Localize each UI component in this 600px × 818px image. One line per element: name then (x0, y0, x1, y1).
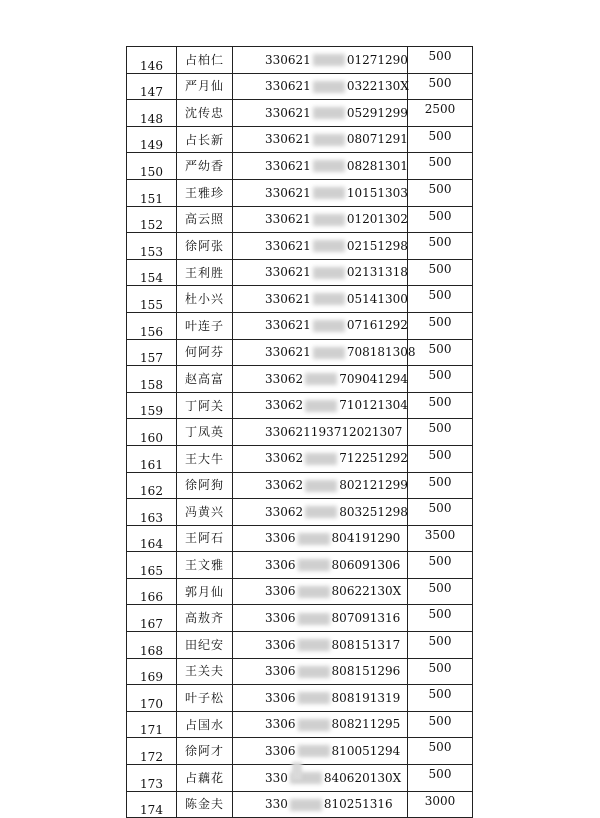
row-number: 157 (127, 339, 177, 366)
redaction-blur (305, 373, 337, 385)
id-number-prefix: 330621 (265, 345, 311, 360)
id-number (233, 578, 408, 605)
redaction-blur (298, 692, 330, 704)
id-number (233, 445, 408, 472)
person-name: 王关夫 (177, 658, 233, 685)
id-number (233, 552, 408, 579)
id-number-prefix: 330621 (265, 212, 311, 227)
id-number-prefix: 330621 (265, 291, 311, 306)
table-row (127, 100, 473, 127)
person-name: 徐阿张 (177, 233, 233, 260)
id-number-prefix: 330621 (265, 158, 311, 173)
redaction-blur (298, 586, 330, 598)
person-name: 冯黄兴 (177, 499, 233, 526)
table-row (127, 233, 473, 260)
amount: 3500 (408, 525, 473, 552)
row-number: 160 (127, 419, 177, 446)
redaction-blur (298, 559, 330, 571)
id-number-suffix: 808151317 (331, 637, 401, 652)
amount: 500 (408, 153, 473, 180)
id-number (233, 100, 408, 127)
person-name: 徐阿才 (177, 738, 233, 765)
amount: 500 (408, 47, 473, 74)
person-name: 丁凤英 (177, 419, 233, 446)
id-number-suffix: 806091306 (331, 557, 401, 572)
id-number-suffix: 08281301 (346, 158, 408, 173)
redaction-blur (313, 267, 345, 279)
row-number: 173 (127, 765, 177, 792)
amount: 500 (408, 711, 473, 738)
row-number: 158 (127, 366, 177, 393)
id-number-suffix: 803251298 (339, 504, 408, 519)
id-number-prefix: 3306 (265, 664, 296, 679)
row-number: 168 (127, 632, 177, 659)
table-row (127, 392, 473, 419)
person-name: 王利胜 (177, 259, 233, 286)
table-row (127, 632, 473, 659)
id-number-suffix: 804191290 (331, 531, 401, 546)
id-number-prefix: 33062 (265, 398, 304, 413)
id-number-prefix: 330621 (265, 318, 311, 333)
table-row (127, 499, 473, 526)
table-row (127, 472, 473, 499)
person-name: 占长新 (177, 126, 233, 153)
redaction-blur (305, 506, 337, 518)
redaction-blur (298, 613, 330, 625)
amount: 500 (408, 259, 473, 286)
id-number (233, 472, 408, 499)
id-number-suffix: 01271290 (346, 52, 408, 67)
id-number-prefix: 330621 (265, 185, 311, 200)
id-number-prefix: 3306 (265, 584, 296, 599)
id-number-suffix: 708181308 (346, 345, 416, 360)
redaction-blur (313, 187, 345, 199)
id-number-suffix: 80622130X (331, 584, 402, 599)
id-number-suffix: 712251292 (339, 451, 408, 466)
person-name: 严月仙 (177, 73, 233, 100)
id-number-prefix: 33062 (265, 371, 304, 386)
table-row (127, 312, 473, 339)
id-number (233, 392, 408, 419)
id-number-prefix: 33062 (265, 451, 304, 466)
roster-table (126, 46, 473, 818)
id-number (233, 525, 408, 552)
table-row (127, 73, 473, 100)
amount: 500 (408, 206, 473, 233)
table-row (127, 525, 473, 552)
redaction-blur (305, 400, 337, 412)
id-number-suffix: 02131318 (346, 265, 408, 280)
person-name: 丁阿关 (177, 392, 233, 419)
id-number-prefix: 330621 (265, 105, 311, 120)
table-row (127, 259, 473, 286)
table-row (127, 685, 473, 712)
id-number-prefix: 330621 (265, 132, 311, 147)
id-number (233, 286, 408, 313)
roster-body (127, 47, 473, 818)
redaction-blur (298, 639, 330, 651)
redaction-blur (313, 54, 345, 66)
id-number-suffix: 709041294 (339, 371, 408, 386)
id-number (233, 632, 408, 659)
id-number-prefix: 3306 (265, 531, 296, 546)
redaction-blur (313, 107, 345, 119)
id-number (233, 791, 408, 818)
id-number-prefix: 330621 (265, 265, 311, 280)
id-number-prefix: 3306 (265, 557, 296, 572)
id-number (233, 366, 408, 393)
person-name: 赵高富 (177, 366, 233, 393)
person-name: 王大牛 (177, 445, 233, 472)
row-number: 164 (127, 525, 177, 552)
redaction-blur (313, 293, 345, 305)
id-number (233, 259, 408, 286)
id-number-suffix: 807091316 (331, 611, 401, 626)
person-name: 叶连子 (177, 312, 233, 339)
id-number-suffix: 840620130X (323, 770, 402, 785)
row-number: 159 (127, 392, 177, 419)
row-number: 170 (127, 685, 177, 712)
table-row (127, 578, 473, 605)
id-number-suffix: 02151298 (346, 238, 408, 253)
person-name: 陈金夫 (177, 791, 233, 818)
id-number-suffix: 808151296 (331, 664, 401, 679)
table-row (127, 445, 473, 472)
id-number-suffix: 07161292 (346, 318, 408, 333)
id-number-suffix: 08071291 (346, 132, 408, 147)
redaction-blur (298, 745, 330, 757)
row-number: 156 (127, 312, 177, 339)
id-number (233, 206, 408, 233)
id-number (233, 179, 408, 206)
amount: 500 (408, 126, 473, 153)
row-number: 166 (127, 578, 177, 605)
id-number-prefix: 33062 (265, 504, 304, 519)
id-number-prefix: 330621 (265, 52, 311, 67)
row-number: 152 (127, 206, 177, 233)
id-number-suffix: 808191319 (331, 690, 401, 705)
redaction-blur (313, 160, 345, 172)
id-number (233, 499, 408, 526)
amount: 500 (408, 392, 473, 419)
person-name: 高敖齐 (177, 605, 233, 632)
id-number (233, 153, 408, 180)
person-name: 王雅珍 (177, 179, 233, 206)
row-number: 172 (127, 738, 177, 765)
table-row (127, 206, 473, 233)
table-row (127, 339, 473, 366)
row-number: 171 (127, 711, 177, 738)
person-name: 占国水 (177, 711, 233, 738)
amount: 500 (408, 578, 473, 605)
row-number: 146 (127, 47, 177, 74)
row-number: 174 (127, 791, 177, 818)
row-number: 148 (127, 100, 177, 127)
amount: 500 (408, 738, 473, 765)
id-number (233, 738, 408, 765)
redaction-blur (305, 480, 337, 492)
id-number-prefix: 3306 (265, 637, 296, 652)
amount: 500 (408, 472, 473, 499)
id-number (233, 685, 408, 712)
redaction-blur (313, 240, 345, 252)
amount: 500 (408, 765, 473, 792)
row-number: 154 (127, 259, 177, 286)
table-row (127, 47, 473, 74)
id-number-suffix: 05141300 (346, 291, 408, 306)
id-number-suffix: 808211295 (331, 717, 401, 732)
id-number (233, 312, 408, 339)
row-number: 165 (127, 552, 177, 579)
id-number-prefix: 330621 (265, 238, 311, 253)
id-number-suffix: 05291299 (346, 105, 408, 120)
id-number-suffix: 810051294 (331, 743, 401, 758)
amount: 500 (408, 366, 473, 393)
table-row (127, 419, 473, 446)
redaction-blur (313, 347, 345, 359)
row-number: 163 (127, 499, 177, 526)
amount: 3000 (408, 791, 473, 818)
row-number: 155 (127, 286, 177, 313)
id-number-prefix: 330621 (265, 79, 311, 94)
person-name: 何阿芬 (177, 339, 233, 366)
redaction-blur (290, 799, 322, 811)
table-row (127, 791, 473, 818)
table-row (127, 658, 473, 685)
amount: 500 (408, 552, 473, 579)
person-name: 郭月仙 (177, 578, 233, 605)
amount: 500 (408, 73, 473, 100)
id-number-prefix: 3306 (265, 743, 296, 758)
table-row (127, 552, 473, 579)
redaction-blur (313, 134, 345, 146)
amount: 500 (408, 179, 473, 206)
person-name: 王文雅 (177, 552, 233, 579)
row-number: 147 (127, 73, 177, 100)
page-number-mark (292, 762, 302, 780)
amount: 500 (408, 445, 473, 472)
person-name: 沈传忠 (177, 100, 233, 127)
row-number: 167 (127, 605, 177, 632)
amount: 500 (408, 605, 473, 632)
amount: 2500 (408, 100, 473, 127)
table-row (127, 366, 473, 393)
person-name: 徐阿狗 (177, 472, 233, 499)
id-number (233, 233, 408, 260)
person-name: 严幼香 (177, 153, 233, 180)
row-number: 149 (127, 126, 177, 153)
id-number (233, 47, 408, 74)
amount: 500 (408, 632, 473, 659)
id-number-prefix: 3306 (265, 611, 296, 626)
amount: 500 (408, 685, 473, 712)
person-name: 田纪安 (177, 632, 233, 659)
person-name: 杜小兴 (177, 286, 233, 313)
table-row (127, 605, 473, 632)
id-number (233, 419, 408, 446)
id-number (233, 765, 408, 792)
id-number (233, 339, 416, 366)
amount: 500 (408, 312, 473, 339)
amount: 500 (408, 499, 473, 526)
id-number (233, 126, 408, 153)
table-row (127, 153, 473, 180)
table-row (127, 738, 473, 765)
table-row (127, 286, 473, 313)
id-number-prefix: 330 (265, 797, 288, 812)
person-name: 王阿石 (177, 525, 233, 552)
amount: 500 (408, 233, 473, 260)
id-number (233, 73, 408, 100)
redaction-blur (313, 320, 345, 332)
amount: 500 (408, 339, 473, 366)
id-number-suffix: 710121304 (339, 398, 408, 413)
person-name: 占柏仁 (177, 47, 233, 74)
row-number: 151 (127, 179, 177, 206)
redaction-blur (313, 214, 345, 226)
row-number: 161 (127, 445, 177, 472)
table-row (127, 179, 473, 206)
row-number: 169 (127, 658, 177, 685)
redaction-blur (313, 81, 345, 93)
id-number-suffix: 01201302 (346, 212, 408, 227)
id-number-prefix: 330 (265, 770, 288, 785)
id-number-suffix: 802121299 (339, 478, 408, 493)
redaction-blur (298, 666, 330, 678)
redaction-blur (298, 719, 330, 731)
id-number (233, 605, 408, 632)
id-number (233, 711, 408, 738)
table-row (127, 711, 473, 738)
id-number-prefix: 3306 (265, 717, 296, 732)
amount: 500 (408, 658, 473, 685)
amount: 500 (408, 419, 473, 446)
id-number (233, 658, 408, 685)
row-number: 153 (127, 233, 177, 260)
redaction-blur (305, 453, 337, 465)
id-number-prefix: 330621193712021307 (265, 425, 403, 440)
redaction-blur (298, 533, 330, 545)
id-number-prefix: 3306 (265, 690, 296, 705)
person-name: 叶子松 (177, 685, 233, 712)
id-number-suffix: 10151303 (346, 185, 408, 200)
amount: 500 (408, 286, 473, 313)
id-number-prefix: 33062 (265, 478, 304, 493)
id-number-suffix: 0322130X (346, 79, 409, 94)
person-name: 高云照 (177, 206, 233, 233)
id-number-suffix: 810251316 (323, 797, 393, 812)
table-row (127, 126, 473, 153)
row-number: 162 (127, 472, 177, 499)
person-name: 占藕花 (177, 765, 233, 792)
row-number: 150 (127, 153, 177, 180)
